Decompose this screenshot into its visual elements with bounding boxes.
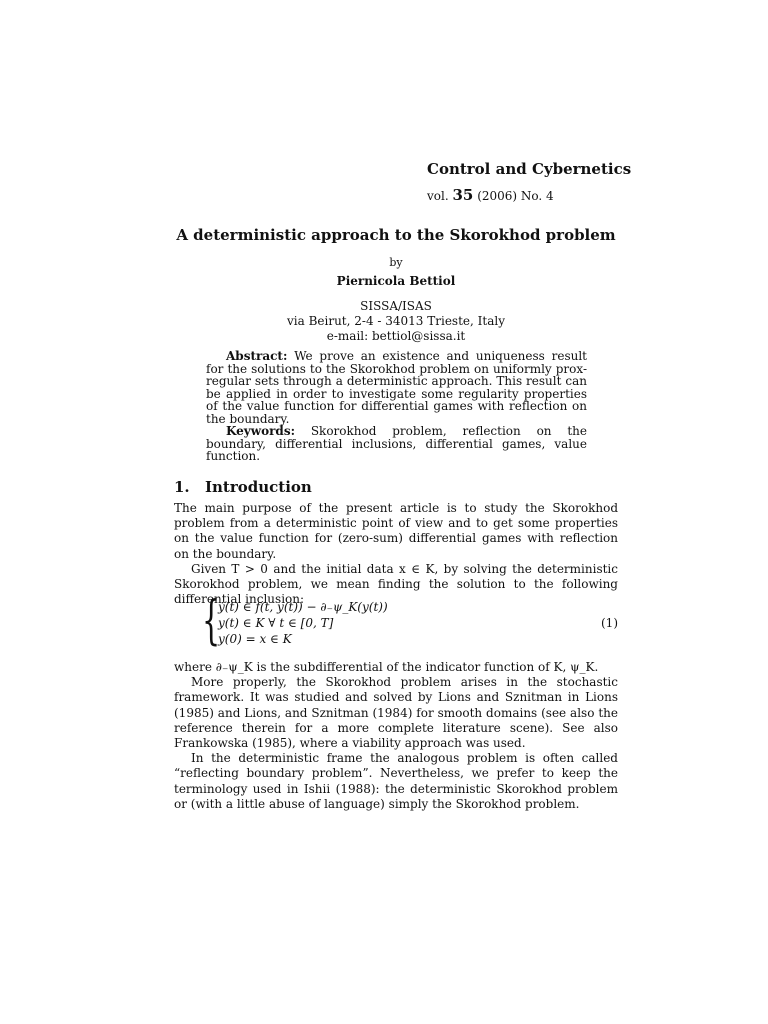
paragraph-2: Given T > 0 and the initial data x ∈ K, by solving the deterministic Skorokhod problem, we mean finding the solution to the following differential inclusion: bbox=[174, 561, 618, 607]
keywords-paragraph bbox=[206, 425, 587, 463]
equation-1 bbox=[202, 591, 618, 651]
volume-suffix: (2006) No. 4 bbox=[477, 189, 554, 203]
paper-title: A deterministic approach to the Skorokhod problem bbox=[176, 226, 616, 244]
author-name: Piernicola Bettiol bbox=[336, 274, 456, 288]
abstract-label: Abstract: bbox=[226, 349, 288, 363]
paragraph-1: The main purpose of the present article is to study the Skorokhod problem from a deterministic point of view and to get some properties on the value function for (zero-sum) differential games with reflection on the boundary. bbox=[174, 501, 618, 561]
by-line: by bbox=[389, 256, 403, 269]
affiliation-email: e-mail: bettiol@sissa.it bbox=[326, 329, 466, 343]
journal-header bbox=[427, 160, 631, 204]
intro-text-bottom bbox=[174, 660, 618, 812]
abstract-block bbox=[206, 350, 587, 463]
abstract-text: We prove an existence and uniqueness result for the solutions to the Skorokhod problem on uniformly prox-regular sets through a deterministic approach. This result can be applied in order to investigate some regularity properties of the value function for differential games with reflection on the boundary. bbox=[206, 349, 587, 426]
keywords-text: Skorokhod problem, reflection on the boundary, differential inclusions, differential games, value function. bbox=[206, 424, 587, 463]
volume-prefix: vol. bbox=[427, 189, 449, 203]
equation-number: (1) bbox=[601, 616, 618, 630]
journal-volume bbox=[427, 186, 631, 204]
section-number: 1. bbox=[174, 478, 190, 496]
section-heading bbox=[174, 478, 312, 496]
equation-line-1: ẏ(t) ∈ f(t, y(t)) − ∂₋ψ_K(y(t)) bbox=[218, 600, 388, 614]
paragraph-5: In the deterministic frame the analogous problem is often called “reflecting boundary problem”. Nevertheless, we prefer to keep the terminology used in Ishii (1988): the deterministic Skorokhod problem or (with a little abuse of language) simply the Skorokhod problem. bbox=[174, 751, 618, 811]
affiliation-address: via Beirut, 2-4 - 34013 Trieste, Italy bbox=[287, 314, 505, 328]
paragraph-3: where ∂₋ψ_K is the subdifferential of the indicator function of K, ψ_K. bbox=[174, 660, 599, 674]
volume-number: 35 bbox=[452, 186, 474, 204]
paragraph-4: More properly, the Skorokhod problem arises in the stochastic framework. It was studied and solved by Lions and Sznitman in Lions (1985) and Lions, and Sznitman (1984) for smooth domains (see also the reference therein for a more complete literature scene). See also Frankowska (1985), where a viability approach was used. bbox=[174, 675, 618, 751]
left-brace-symbol: { bbox=[202, 591, 221, 651]
keywords-label: Keywords: bbox=[226, 424, 296, 438]
affiliation-institution: SISSA/ISAS bbox=[360, 299, 432, 313]
journal-name: Control and Cybernetics bbox=[427, 160, 632, 178]
intro-text-top bbox=[174, 501, 618, 607]
section-title: Introduction bbox=[205, 478, 312, 496]
equation-line-3: y(0) = x ∈ K bbox=[218, 632, 292, 646]
affiliation bbox=[0, 299, 768, 344]
equation-line-2: y(t) ∈ K ∀ t ∈ [0, T] bbox=[218, 616, 334, 630]
abstract-paragraph bbox=[206, 350, 587, 425]
